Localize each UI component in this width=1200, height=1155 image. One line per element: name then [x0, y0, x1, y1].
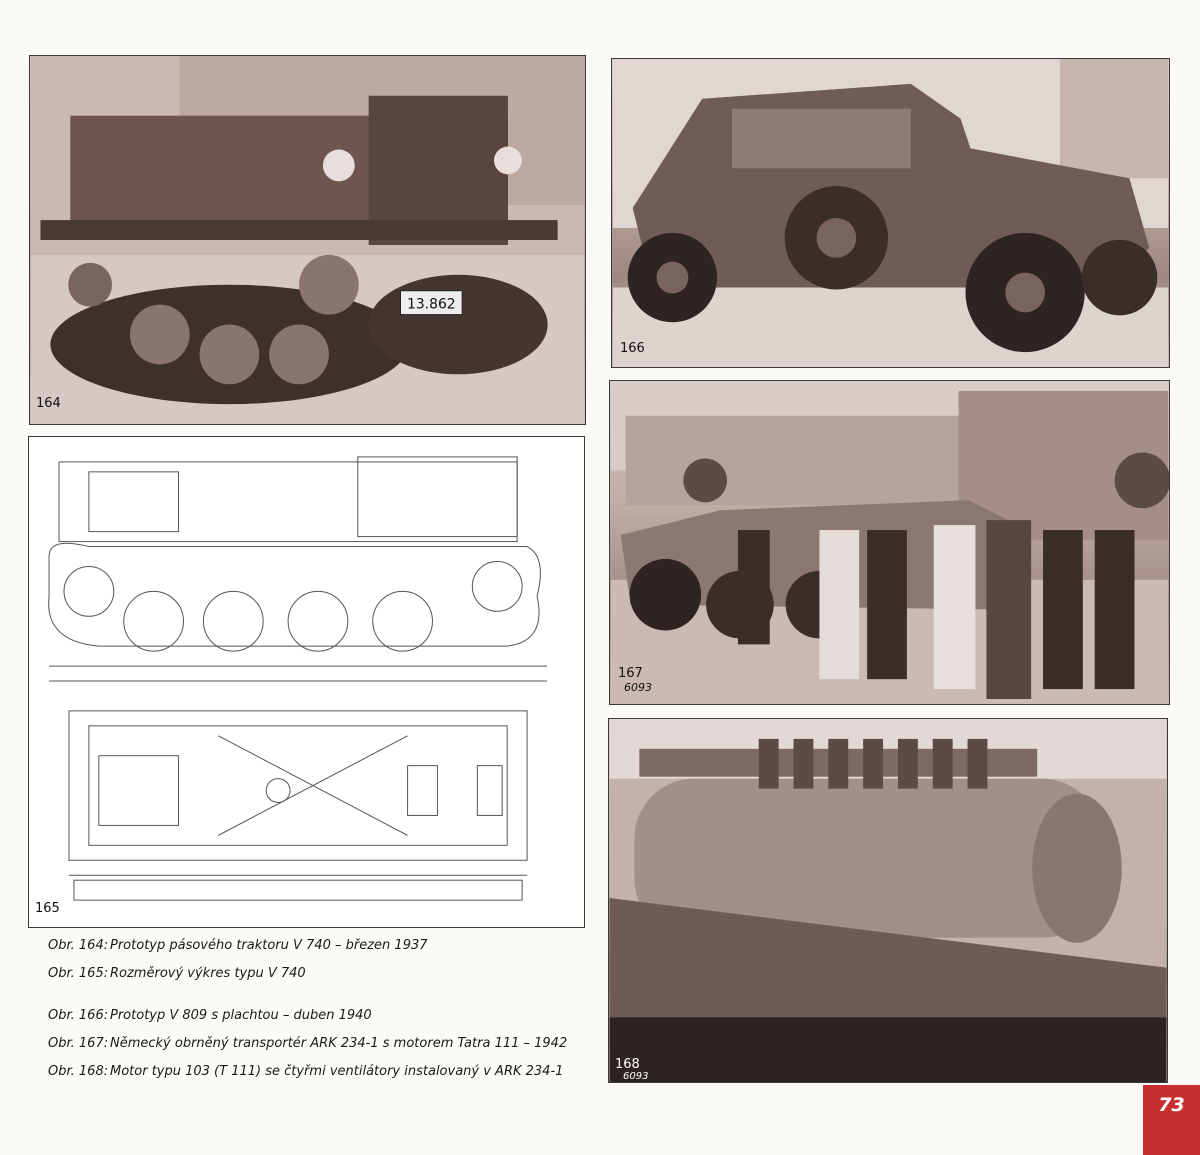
caption-prefix: Obr. 167: — [48, 1036, 109, 1051]
caption-text: Prototyp V 809 s plachtou – duben 1940 — [110, 1008, 372, 1023]
caption-168 — [48, 1064, 563, 1079]
caption-167 — [48, 1036, 567, 1051]
caption-prefix: Obr. 168: — [48, 1064, 109, 1079]
photo-stamp-167: 6093 — [624, 681, 652, 694]
caption-prefix: Obr. 164: — [48, 938, 109, 953]
photo-166-canvas-top-car — [611, 58, 1170, 368]
figure-number-168: 168 — [615, 1057, 640, 1072]
drawing-165-dimension-plan — [28, 436, 585, 928]
caption-166 — [48, 1008, 372, 1023]
blueprint-illustration — [29, 437, 584, 927]
figure-number-164: 164 — [36, 396, 61, 411]
figure-number-165: 165 — [35, 901, 60, 916]
caption-164 — [48, 938, 428, 953]
car-illustration — [612, 59, 1169, 367]
license-plate: 13.862 — [406, 296, 456, 313]
photo-167-armored-transporter — [609, 380, 1170, 705]
armored-car-illustration — [610, 381, 1169, 704]
figure-number-166: 166 — [620, 341, 645, 356]
photo-164-tracked-tractor — [29, 55, 586, 425]
caption-prefix: Obr. 165: — [48, 966, 109, 981]
figure-number-167: 167 — [618, 666, 643, 681]
tractor-illustration — [30, 56, 585, 424]
caption-text: Motor typu 103 (T 111) se čtyřmi ventilátory instalovaný v ARK 234-1 — [110, 1064, 564, 1079]
caption-text: Prototyp pásového traktoru V 740 – březen 1937 — [110, 938, 428, 953]
photo-168-engine — [608, 718, 1168, 1083]
caption-165 — [48, 966, 306, 981]
caption-prefix: Obr. 166: — [48, 1008, 109, 1023]
caption-text: Německý obrněný transportér ARK 234-1 s motorem Tatra 111 – 1942 — [110, 1036, 568, 1051]
page-number: 73 — [1143, 1085, 1200, 1155]
caption-text: Rozměrový výkres typu V 740 — [110, 966, 306, 981]
photo-stamp-168: 6093 — [623, 1071, 649, 1082]
engine-illustration — [609, 719, 1167, 1082]
